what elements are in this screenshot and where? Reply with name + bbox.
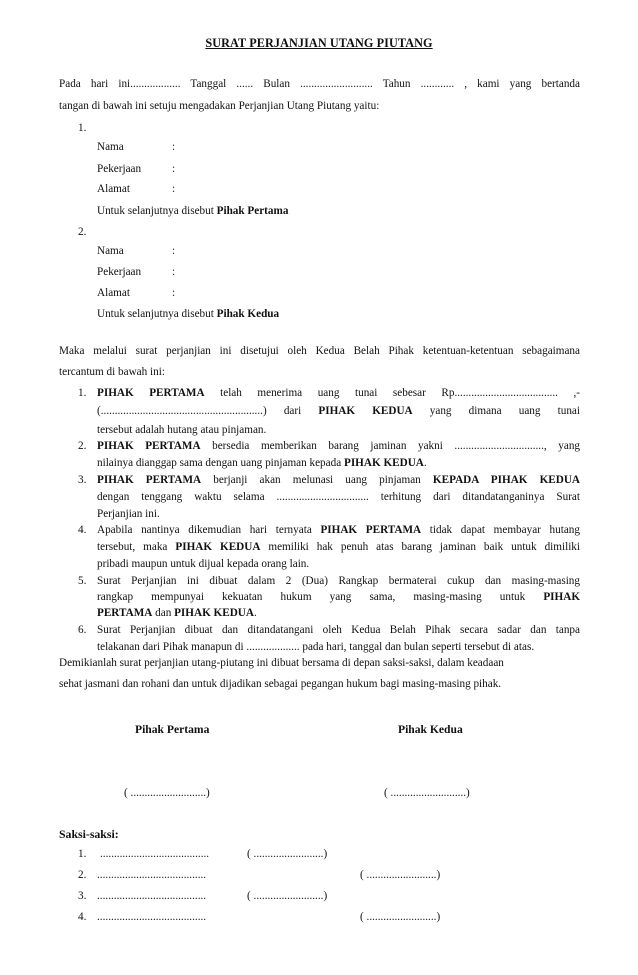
clause1-text-2a: (..........................................................) dari <box>97 405 302 417</box>
clause4-text-1a: Apabila nantinya dikemudian hari ternyata <box>97 524 312 536</box>
witness-1-signature: ( .........................) <box>247 848 328 860</box>
clause2-number: 2. <box>78 440 87 452</box>
party1-nama-label: Nama <box>97 141 124 153</box>
clause3-line-1 <box>97 474 580 486</box>
clause5-period: . <box>253 607 257 619</box>
party1-nama-colon: : <box>172 141 176 153</box>
document-title: SURAT PERJANJIAN UTANG PIUTANG <box>205 36 433 50</box>
witness-1-number: 1. <box>78 848 87 860</box>
clause6-line-2: telakanan dari Pihak manapun di ................... pada hari, tanggal dan bulan seperti tersebut di atas. <box>97 641 535 653</box>
signature-second-party-blank: ( ...........................) <box>384 787 470 799</box>
clause4-text-1b: tidak dapat membayar hutang <box>429 524 580 536</box>
clause1-text-2b: yang dimana uang tunai <box>429 405 581 417</box>
party1-pekerjaan-label: Pekerjaan <box>97 163 142 175</box>
closing-line-2: sehat jasmani dan rohani dan untuk dijadikan sebagai pegangan hukum bagi masing-masing pihak. <box>59 678 502 690</box>
clause1-line-2 <box>97 405 580 417</box>
party2-description <box>97 308 279 320</box>
party1-desc-bold: Pihak Pertama <box>216 205 289 217</box>
witness-2-number: 2. <box>78 869 87 881</box>
clause5-pertama-bold: PERTAMA <box>97 607 153 619</box>
clause4-party2-bold: PIHAK KEDUA <box>175 541 261 553</box>
clause2-line-1 <box>97 440 580 452</box>
clause3-party2-bold: KEPADA PIHAK KEDUA <box>432 474 581 486</box>
party1-desc-prefix: Untuk selanjutnya disebut <box>97 205 214 217</box>
clause5-line-1: Surat Perjanjian ini dibuat dalam 2 (Dua) Rangkap bermaterai cukup dan masing-masing <box>97 575 580 587</box>
party1-description <box>97 205 288 217</box>
party2-alamat-colon: : <box>172 287 176 299</box>
clause2-period: . <box>423 457 427 469</box>
clause5-party2-bold: PIHAK KEDUA <box>174 607 254 619</box>
clause6-number: 6. <box>78 624 87 636</box>
witness-3-number: 3. <box>78 890 87 902</box>
clause1-line-1 <box>97 387 580 399</box>
terms-intro-line-1: Maka melalui surat perjanjian ini disetujui oleh Kedua Belah Pihak ketentuan-ketentuan sebagaimana <box>59 345 580 357</box>
clause2-party2-bold: PIHAK KEDUA <box>343 457 424 469</box>
clause1-text-1: telah menerima uang tunai sebesar Rp..................................... ,- <box>220 387 581 399</box>
party2-alamat-label: Alamat <box>97 287 130 299</box>
clause5-number: 5. <box>78 575 87 587</box>
witness-1-name-line: ....................................... <box>100 848 210 860</box>
clause6-line-1: Surat Perjanjian dibuat dan ditandatangani oleh Kedua Belah Pihak secara sadar dan tanpa <box>97 624 580 636</box>
witness-3-signature: ( .........................) <box>247 890 328 902</box>
clause4-line-1 <box>97 524 580 536</box>
signature-first-party-blank: ( ...........................) <box>124 787 210 799</box>
party2-number: 2. <box>78 226 87 238</box>
signature-second-party-label: Pihak Kedua <box>398 723 463 736</box>
clause1-number: 1. <box>78 387 87 399</box>
clause2-text-2: nilainya dianggap sama dengan uang pinjaman kepada <box>97 457 342 469</box>
party2-pekerjaan-colon: : <box>172 266 176 278</box>
clause1-party2-bold: PIHAK KEDUA <box>318 405 413 417</box>
party2-desc-prefix: Untuk selanjutnya disebut <box>97 308 214 320</box>
party1-alamat-label: Alamat <box>97 183 130 195</box>
witness-4-number: 4. <box>78 911 87 923</box>
party1-alamat-colon: : <box>172 183 176 195</box>
clause3-line-3: Perjanjian ini. <box>97 508 160 520</box>
signature-first-party-label: Pihak Pertama <box>135 723 210 736</box>
clause2-text-1: bersedia memberikan barang jaminan yakni ................................, yang <box>212 440 581 452</box>
clause5-text-2: rangkap mempunyai kekuatan hukum yang sama, masing-masing untuk <box>97 591 526 603</box>
intro-line-1: Pada hari ini.................. Tanggal ...... Bulan .......................... Tahun ............ , kami yang bertanda <box>59 78 580 90</box>
clause1-party-bold: PIHAK PERTAMA <box>97 387 205 399</box>
party1-number: 1. <box>78 122 87 134</box>
witness-3-name-line: ....................................... <box>97 890 207 902</box>
clause5-line-2 <box>97 591 580 603</box>
clause3-number: 3. <box>78 474 87 486</box>
clause2-line-2 <box>97 457 427 469</box>
party2-nama-label: Nama <box>97 245 124 257</box>
clause4-number: 4. <box>78 524 87 536</box>
clause2-party-bold: PIHAK PERTAMA <box>97 440 201 452</box>
witness-4-signature: ( .........................) <box>360 911 441 923</box>
clause4-line-3: pribadi maupun untuk dijual kepada orang lain. <box>97 558 310 570</box>
clause5-party-bold: PIHAK <box>543 591 581 603</box>
witness-heading: Saksi-saksi: <box>59 827 119 841</box>
clause4-text-2a: tersebut, maka <box>97 541 168 553</box>
witness-4-name-line: ....................................... <box>97 911 207 923</box>
clause5-and: dan <box>155 607 172 619</box>
witness-2-signature: ( .........................) <box>360 869 441 881</box>
clause3-line-2: dengan tenggang waktu selama ................................. terhitung dari ditandatanganinya Surat <box>97 491 580 503</box>
witness-2-name-line: ....................................... <box>97 869 207 881</box>
clause5-line-3 <box>97 607 257 619</box>
closing-line-1: Demikianlah surat perjanjian utang-piutang ini dibuat bersama di depan saksi-saksi, dalam keadaan <box>59 657 504 669</box>
terms-intro-line-2: tercantum di bawah ini: <box>59 366 165 378</box>
clause3-text-1: berjanji akan melunasi uang pinjaman <box>213 474 421 486</box>
clause1-line-3: tersebut adalah hutang atau pinjaman. <box>97 424 267 436</box>
clause3-party-bold: PIHAK PERTAMA <box>97 474 202 486</box>
clause4-text-2b: memiliki hak penuh atas barang jaminan baik untuk dimiliki <box>268 541 581 553</box>
party2-desc-bold: Pihak Kedua <box>216 308 280 320</box>
party2-pekerjaan-label: Pekerjaan <box>97 266 142 278</box>
party2-nama-colon: : <box>172 245 176 257</box>
intro-line-2: tangan di bawah ini setuju mengadakan Perjanjian Utang Piutang yaitu: <box>59 100 380 112</box>
clause4-line-2 <box>97 541 580 553</box>
party1-pekerjaan-colon: : <box>172 163 176 175</box>
clause4-party-bold: PIHAK PERTAMA <box>320 524 422 536</box>
